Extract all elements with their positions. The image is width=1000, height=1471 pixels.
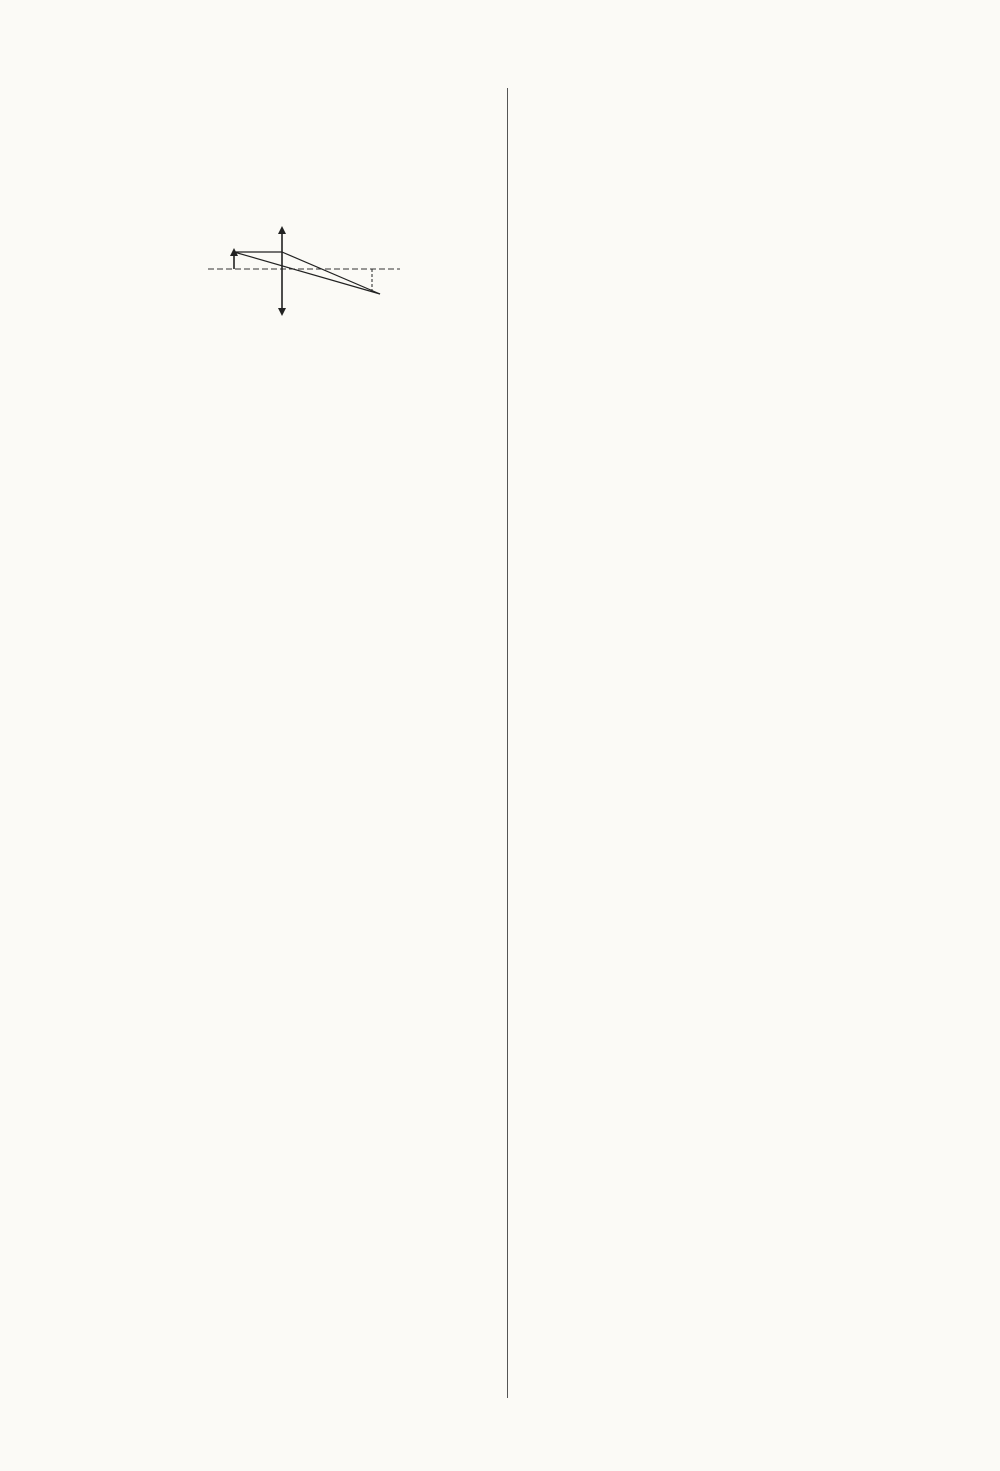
ray-refracted [282,252,380,294]
lens-arrow-bottom [278,308,286,316]
ray-center [234,252,380,294]
column-divider [507,88,508,1398]
lens-arrow-top [278,226,286,234]
lens-ray-diagram [200,222,420,322]
